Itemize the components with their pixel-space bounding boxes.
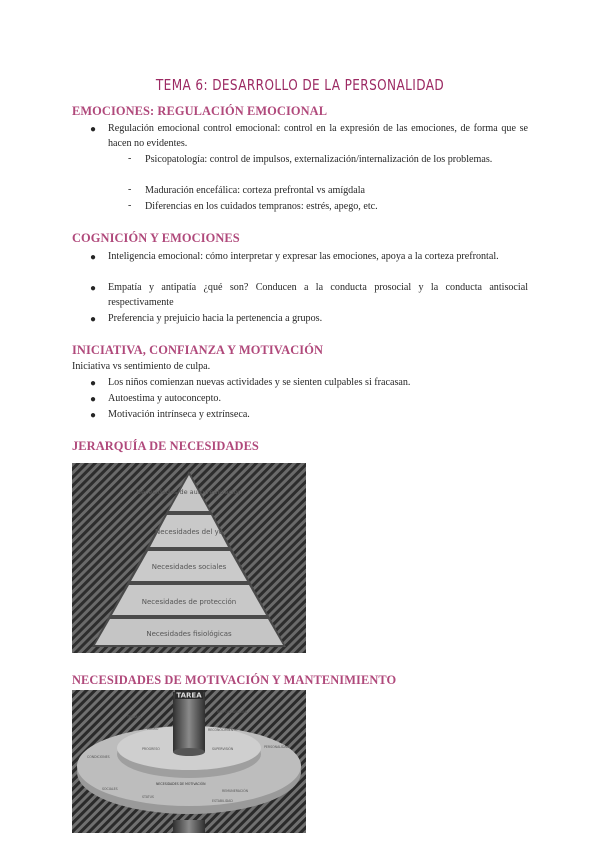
center-label: TAREA (176, 691, 202, 700)
diagram-label: CONDICIONES (87, 755, 110, 759)
dash-icon: - (128, 184, 132, 195)
pyramid-label: Necesidades de protección (141, 598, 237, 606)
section-heading-necesidades-motivacion: NECESIDADES DE MOTIVACIÓN Y MANTENIMIENTO (72, 673, 397, 687)
bullet-icon: ● (90, 252, 97, 263)
list-item: Empatía y antipatía ¿qué son? Conducen a la conducta prosocial y la conducta antisocial respectivamente (108, 282, 528, 309)
sub-list-item: Diferencias en los cuidados tempranos: estrés, apego, etc. (145, 201, 378, 212)
bullet-icon: ● (90, 283, 97, 294)
bullet-icon: ● (90, 124, 97, 135)
diagram-label: REMUNERACIÓN (222, 789, 248, 793)
section-heading-iniciativa: INICIATIVA, CONFIANZA Y MOTIVACIÓN (72, 343, 324, 357)
pyramid-label: Necesidades del yo (155, 528, 223, 536)
diagram-label: PROGRESO (142, 747, 160, 751)
section-heading-cognicion: COGNICIÓN Y EMOCIONES (72, 231, 240, 245)
pyramid-label: Necesidades de autorrealización (136, 488, 242, 496)
bullet-icon: ● (90, 410, 97, 421)
diagram-label: TRABAJO (127, 715, 142, 719)
diagram-label: PERSONALIDAD (264, 745, 289, 749)
diagram-label: SOCIALES (102, 787, 118, 791)
list-item: Motivación intrínseca y extrínseca. (108, 409, 250, 420)
page-title: TEMA 6: DESARROLLO DE LA PERSONALIDAD (155, 76, 445, 94)
motivation-diagram (72, 690, 306, 833)
diagram-label: STATUS (142, 795, 154, 799)
sub-list-item: Psicopatología: control de impulsos, externalización/internalización de los problemas. (145, 154, 493, 165)
bullet-icon: ● (90, 314, 97, 325)
diagram-label: RESPONSABILIDAD (217, 710, 248, 714)
section-intro: Iniciativa vs sentimiento de culpa. (72, 361, 211, 372)
pyramid-label: Necesidades fisiológicas (146, 630, 232, 638)
diagram-label: NECESIDADES DE MOTIVACIÓN (156, 782, 206, 786)
list-item: Inteligencia emocional: cómo interpretar y expresar las emociones, apoya a la corteza prefrontal. (108, 251, 499, 262)
bullet-icon: ● (90, 394, 97, 405)
list-item: Regulación emocional control emocional: control en la expresión de las emociones, de forma que se hacen no evidentes. (108, 123, 528, 150)
list-item: Autoestima y autoconcepto. (108, 393, 221, 404)
diagram-label: LOGRO (147, 727, 159, 731)
diagram-label: SUPERVISIÓN (212, 747, 234, 751)
sub-list-item: Maduración encefálica: corteza prefrontal vs amígdala (145, 185, 365, 196)
bullet-icon: ● (90, 378, 97, 389)
list-item: Preferencia y prejuicio hacia la pertenencia a grupos. (108, 313, 323, 324)
dash-icon: - (128, 200, 132, 211)
diagram-label: ESTABILIDAD (212, 799, 233, 803)
list-item: Los niños comienzan nuevas actividades y se sienten culpables si fracasan. (108, 377, 411, 388)
dash-icon: - (128, 153, 132, 164)
section-heading-jerarquia: JERARQUÍA DE NECESIDADES (72, 439, 259, 453)
section-heading-emociones: EMOCIONES: REGULACIÓN EMOCIONAL (72, 104, 328, 118)
diagram-label: RECONOCIMIENTO (208, 728, 238, 732)
pyramid-label: Necesidades sociales (151, 563, 227, 571)
pyramid-figure (72, 463, 306, 653)
